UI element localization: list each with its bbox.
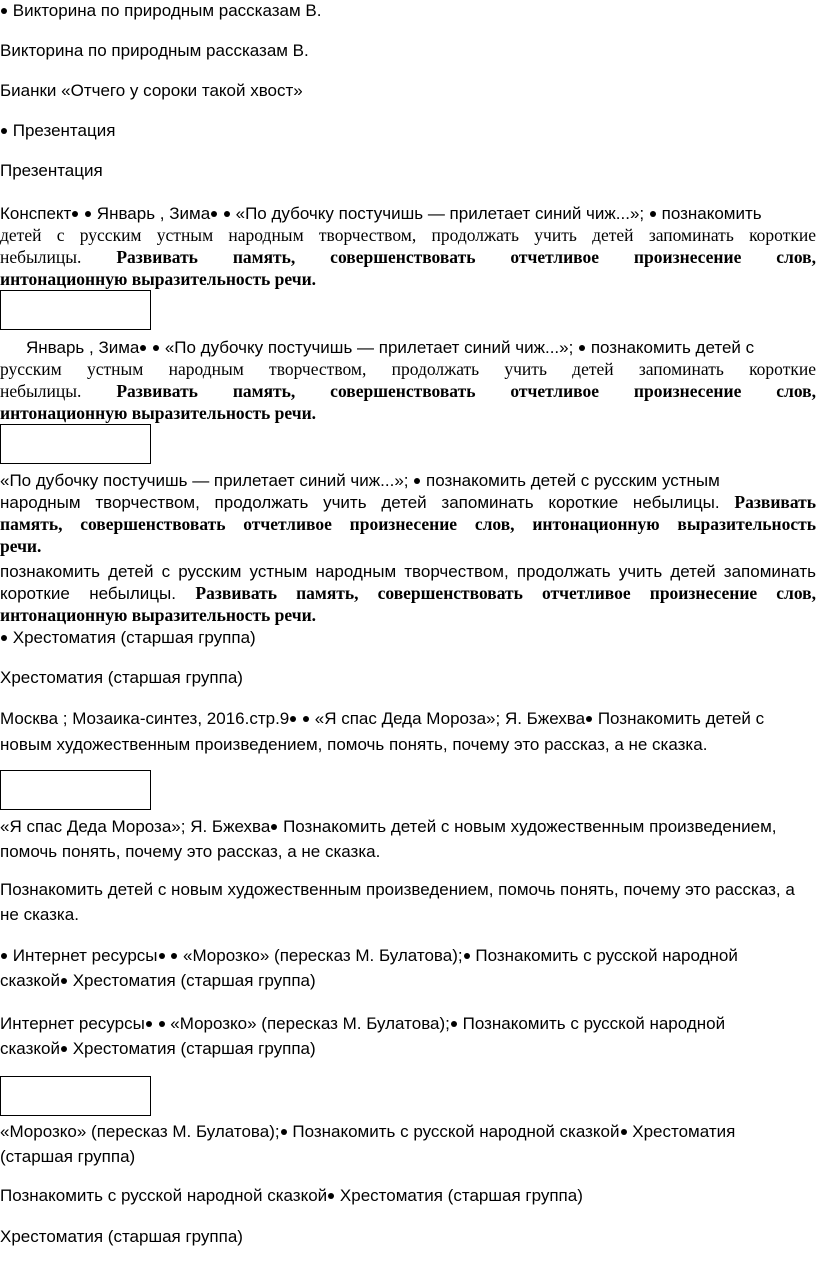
text: познакомить bbox=[661, 204, 762, 223]
quiz-subtitle-line: Бианки «Отчего у сороки такой хвост» bbox=[0, 81, 303, 100]
text: познакомить детей с bbox=[590, 338, 755, 357]
final-reader-line: Хрестоматия (старшая группа) bbox=[0, 1227, 243, 1246]
resources-line-2 bbox=[0, 1038, 316, 1059]
presentation-bullet-line bbox=[0, 120, 115, 141]
bullet-icon bbox=[1, 128, 7, 134]
text: Развивать память, совершенствовать отчетливое произнесение слов, bbox=[116, 247, 816, 267]
text: короткие небылицы. bbox=[0, 584, 176, 603]
bullet-icon bbox=[85, 211, 91, 217]
story-line-2: помочь понять, почему это рассказ, а не сказка. bbox=[0, 842, 381, 861]
text: «Я спас Деда Мороза»; Я. Бжехва bbox=[314, 709, 586, 728]
text: Познакомить с русской народной сказкой bbox=[292, 1122, 620, 1141]
text: Хрестоматия (старшая группа) bbox=[72, 971, 316, 990]
summary-line-3 bbox=[0, 247, 816, 268]
bullet-icon bbox=[281, 1129, 287, 1135]
bullet-icon bbox=[464, 953, 470, 959]
summary-line-4 bbox=[0, 269, 316, 290]
goal-line-3 bbox=[0, 605, 316, 626]
reader-line: Хрестоматия (старшая группа) bbox=[0, 668, 243, 687]
bullet-icon bbox=[1, 635, 7, 641]
text: «Морозко» (пересказ М. Булатова); bbox=[0, 1122, 280, 1141]
text: «Морозко» (пересказ М. Булатова); bbox=[183, 946, 463, 965]
bullet-icon bbox=[621, 1129, 627, 1135]
text: Развивать память, совершенствовать отчетливое произнесение слов, bbox=[116, 381, 816, 401]
bullet-icon bbox=[171, 953, 177, 959]
bullet-icon bbox=[1, 8, 7, 14]
story-goal-line-2: не сказка. bbox=[0, 905, 79, 924]
text: «По дубочку постучишь — прилетает синий чиж...»; bbox=[235, 204, 645, 223]
text: небылицы. bbox=[0, 247, 82, 267]
bullet-icon bbox=[414, 478, 420, 484]
text: интонационную выразительность речи. bbox=[0, 403, 317, 423]
bullet-icon bbox=[303, 716, 309, 722]
resources-bullet-line-2 bbox=[0, 970, 316, 991]
tale-line-2: (старшая группа) bbox=[0, 1147, 136, 1166]
bullet-icon bbox=[146, 1021, 152, 1027]
summary-line-1 bbox=[0, 203, 762, 224]
text: Хрестоматия (старшая группа) bbox=[339, 1186, 583, 1205]
text: Хрестоматия (старшая группа) bbox=[12, 628, 256, 647]
text: Презентация bbox=[12, 121, 116, 140]
bullet-icon bbox=[211, 211, 217, 217]
bullet-icon bbox=[153, 345, 159, 351]
bullet-icon bbox=[140, 345, 146, 351]
bullet-icon bbox=[650, 211, 656, 217]
story-line-1 bbox=[0, 816, 777, 837]
topic-line-4 bbox=[0, 403, 316, 424]
bullet-icon bbox=[271, 824, 277, 830]
topic-line-1 bbox=[26, 337, 754, 358]
text: сказкой bbox=[0, 1039, 60, 1058]
poem-line-3 bbox=[0, 514, 816, 535]
text: «По дубочку постучишь — прилетает синий чиж...»; bbox=[0, 471, 409, 490]
bullet-icon bbox=[224, 211, 230, 217]
presentation-line: Презентация bbox=[0, 161, 103, 180]
text: Познакомить детей с bbox=[597, 709, 765, 728]
text: Развивать память, совершенствовать отчетливое произнесение слов, bbox=[195, 583, 816, 603]
text: Викторина по природным рассказам В. bbox=[12, 1, 322, 20]
text: Развивать bbox=[734, 492, 816, 512]
text: речи. bbox=[0, 536, 42, 556]
bullet-icon bbox=[159, 1021, 165, 1027]
resources-bullet-line-1 bbox=[0, 945, 738, 966]
quiz-title-line: Викторина по природным рассказам В. bbox=[0, 41, 309, 60]
text: Познакомить с русской народной сказкой bbox=[0, 1186, 328, 1205]
text: Интернет ресурсы bbox=[0, 1014, 145, 1033]
poem-line-4 bbox=[0, 536, 41, 557]
tale-goal-line bbox=[0, 1185, 583, 1206]
text: «Я спас Деда Мороза»; Я. Бжехва bbox=[0, 817, 271, 836]
source-line-2: новым художественным произведением, помочь понять, почему это рассказ, а не сказка. bbox=[0, 735, 708, 754]
text: небылицы. bbox=[0, 381, 82, 401]
tale-line-1 bbox=[0, 1121, 735, 1142]
goal-line-2 bbox=[0, 583, 816, 604]
topic-line-2: русским устным народным творчеством, продолжать учить детей запоминать короткие bbox=[0, 359, 816, 379]
bullet-icon bbox=[586, 716, 592, 722]
empty-image-frame bbox=[0, 290, 151, 330]
bullet-icon bbox=[159, 953, 165, 959]
text: Хрестоматия (старшая группа) bbox=[72, 1039, 316, 1058]
heading-quiz-bullet-line bbox=[0, 0, 321, 21]
text: «По дубочку постучишь — прилетает синий чиж...»; bbox=[164, 338, 574, 357]
text: Интернет ресурсы bbox=[12, 946, 158, 965]
goal-line-1: познакомить детей с русским устным народным творчеством, продолжать учить детей запоминать bbox=[0, 562, 816, 581]
empty-image-frame bbox=[0, 770, 151, 810]
bullet-icon bbox=[61, 978, 67, 984]
text: «Морозко» (пересказ М. Булатова); bbox=[170, 1014, 450, 1033]
topic-line-3 bbox=[0, 381, 816, 402]
resources-line-1 bbox=[0, 1013, 725, 1034]
text: Конспект bbox=[0, 204, 72, 223]
story-goal-line-1: Познакомить детей с новым художественным произведением, помочь понять, почему это рассказ, а bbox=[0, 880, 795, 899]
text: Хрестоматия bbox=[632, 1122, 736, 1141]
text: познакомить детей с русским устным bbox=[425, 471, 720, 490]
bullet-icon bbox=[328, 1193, 334, 1199]
bullet-icon bbox=[72, 211, 78, 217]
bullet-icon bbox=[451, 1021, 457, 1027]
empty-image-frame bbox=[0, 424, 151, 464]
text: память, совершенствовать отчетливое произнесение слов, интонационную выразительность bbox=[0, 514, 816, 534]
text: интонационную выразительность речи. bbox=[0, 605, 317, 625]
text: Познакомить детей с новым художественным произведением, bbox=[283, 817, 777, 836]
text: Познакомить с русской народной bbox=[475, 946, 738, 965]
bullet-icon bbox=[61, 1046, 67, 1052]
text: Январь , Зима bbox=[26, 338, 140, 357]
summary-line-2: детей с русским устным народным творчеством, продолжать учить детей запоминать короткие bbox=[0, 225, 816, 245]
text: сказкой bbox=[0, 971, 60, 990]
bullet-icon bbox=[290, 716, 296, 722]
poem-line-2 bbox=[0, 492, 816, 513]
text: Январь , Зима bbox=[96, 204, 211, 223]
text: Познакомить с русской народной bbox=[462, 1014, 726, 1033]
text: интонационную выразительность речи. bbox=[0, 269, 317, 289]
bullet-icon bbox=[1, 953, 7, 959]
text: Москва ; Мозаика-синтез, 2016.стр.9 bbox=[0, 709, 290, 728]
source-line-1 bbox=[0, 708, 764, 729]
poem-line-1 bbox=[0, 470, 720, 491]
empty-image-frame bbox=[0, 1076, 151, 1116]
reader-bullet-line bbox=[0, 627, 256, 648]
text: народным творчеством, продолжать учить детей запоминать короткие небылицы. bbox=[0, 493, 720, 512]
bullet-icon bbox=[579, 345, 585, 351]
